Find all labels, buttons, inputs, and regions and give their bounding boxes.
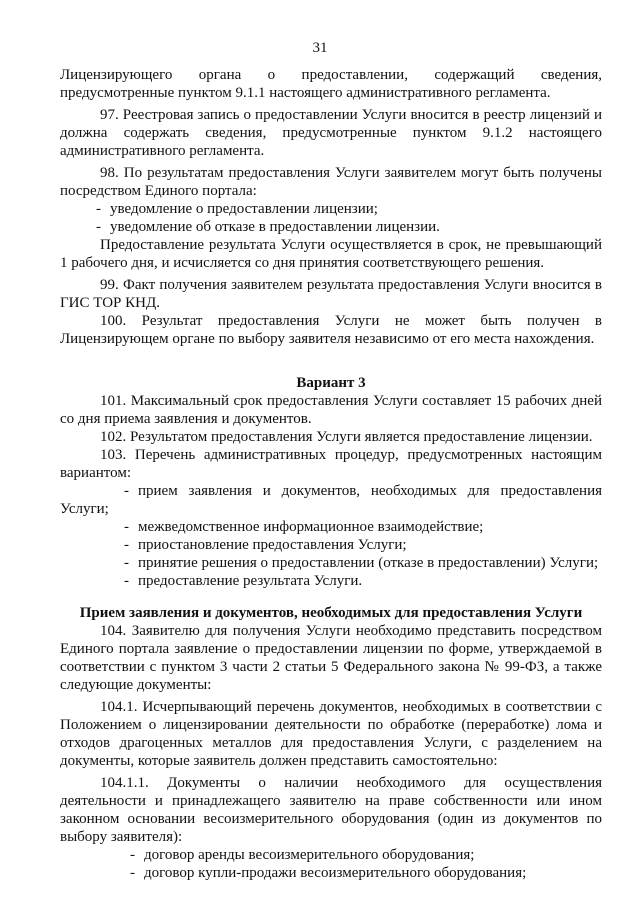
list-item: - межведомственное информационное взаимодействие;: [124, 519, 484, 535]
page-number: 31: [312, 40, 328, 56]
dash-marker: -: [124, 537, 129, 553]
paragraph-100: 100. Результат предоставления Услуги не может быть получен в Лицензирующем органе по выбору заявителя независимо от его места нахождения.: [60, 313, 602, 347]
paragraph-104-1: 104.1. Исчерпывающий перечень документов, необходимых в соответствии с Положением о лицензировании деятельности по обработке (переработке) лома и отходов драгоценных металлов для предоставления Услуги, с разделением на документы, которые заявитель должен представить самостоятельно:: [60, 699, 602, 769]
list-item: - принятие решения о предоставлении (отказе в предоставлении) Услуги;: [124, 555, 599, 571]
paragraph-99: 99. Факт получения заявителем результата предоставления Услуги вносится в ГИС ТОР КНД.: [60, 277, 602, 311]
list-item: - договор купли-продажи весоизмерительного оборудования;: [130, 865, 527, 881]
dash-marker: -: [96, 219, 101, 235]
variant-heading: Вариант 3: [296, 375, 366, 391]
dash-marker: -: [130, 847, 135, 863]
list-item: - договор аренды весоизмерительного оборудования;: [130, 847, 475, 863]
paragraph-104-1-1: 104.1.1. Документы о наличии необходимого для осуществления деятельности и принадлежащего заявителю на праве собственности или ином законном основании весоизмерительного оборудования (один из документов по выбору заявителя):: [60, 775, 602, 845]
paragraph-continuation: Лицензирующего органа о предоставлении, содержащий сведения, предусмотренные пунктом 9.1.1 настоящего административного регламента.: [60, 67, 602, 101]
dash-marker: -: [124, 519, 129, 535]
list-item: - уведомление о предоставлении лицензии;: [96, 201, 378, 217]
paragraph-102: 102. Результатом предоставления Услуги является предоставление лицензии.: [100, 429, 593, 445]
paragraph-101: 101. Максимальный срок предоставления Услуги составляет 15 рабочих дней со дня приема заявления и документов.: [60, 393, 602, 427]
section-heading: Прием заявления и документов, необходимых для предоставления Услуги: [79, 605, 583, 621]
list-item: - уведомление об отказе в предоставлении лицензии.: [96, 219, 440, 235]
dash-marker: -: [124, 573, 129, 589]
list-item: - предоставление результата Услуги.: [124, 573, 363, 589]
dash-marker: -: [130, 865, 135, 881]
paragraph-103: 103. Перечень административных процедур, предусмотренных настоящим вариантом:: [60, 447, 602, 481]
paragraph-98: 98. По результатам предоставления Услуги заявителем могут быть получены посредством Единого портала:: [60, 165, 602, 199]
paragraph-97: 97. Реестровая запись о предоставлении Услуги вносится в реестр лицензий и должна содержать сведения, предусмотренные пунктом 9.1.2 настоящего административного регламента.: [60, 107, 602, 159]
dash-marker: -: [96, 201, 101, 217]
paragraph-result-term: Предоставление результата Услуги осуществляется в срок, не превышающий 1 рабочего дня, и исчисляется со дня принятия соответствующего решения.: [60, 237, 602, 271]
list-item: - приостановление предоставления Услуги;: [124, 537, 407, 553]
dash-marker: -: [124, 483, 129, 499]
paragraph-104: 104. Заявителю для получения Услуги необходимо представить посредством Единого портала заявление о предоставлении лицензии по форме, утверждаемой в соответствии с пунктом 3 части 2 статьи 5 Федерального закона № 99-ФЗ, а также следующие документы:: [60, 623, 602, 693]
page-content: [60, 66, 602, 882]
list-item: - прием заявления и документов, необходимых для предоставления Услуги;: [60, 483, 602, 517]
dash-marker: -: [124, 555, 129, 571]
